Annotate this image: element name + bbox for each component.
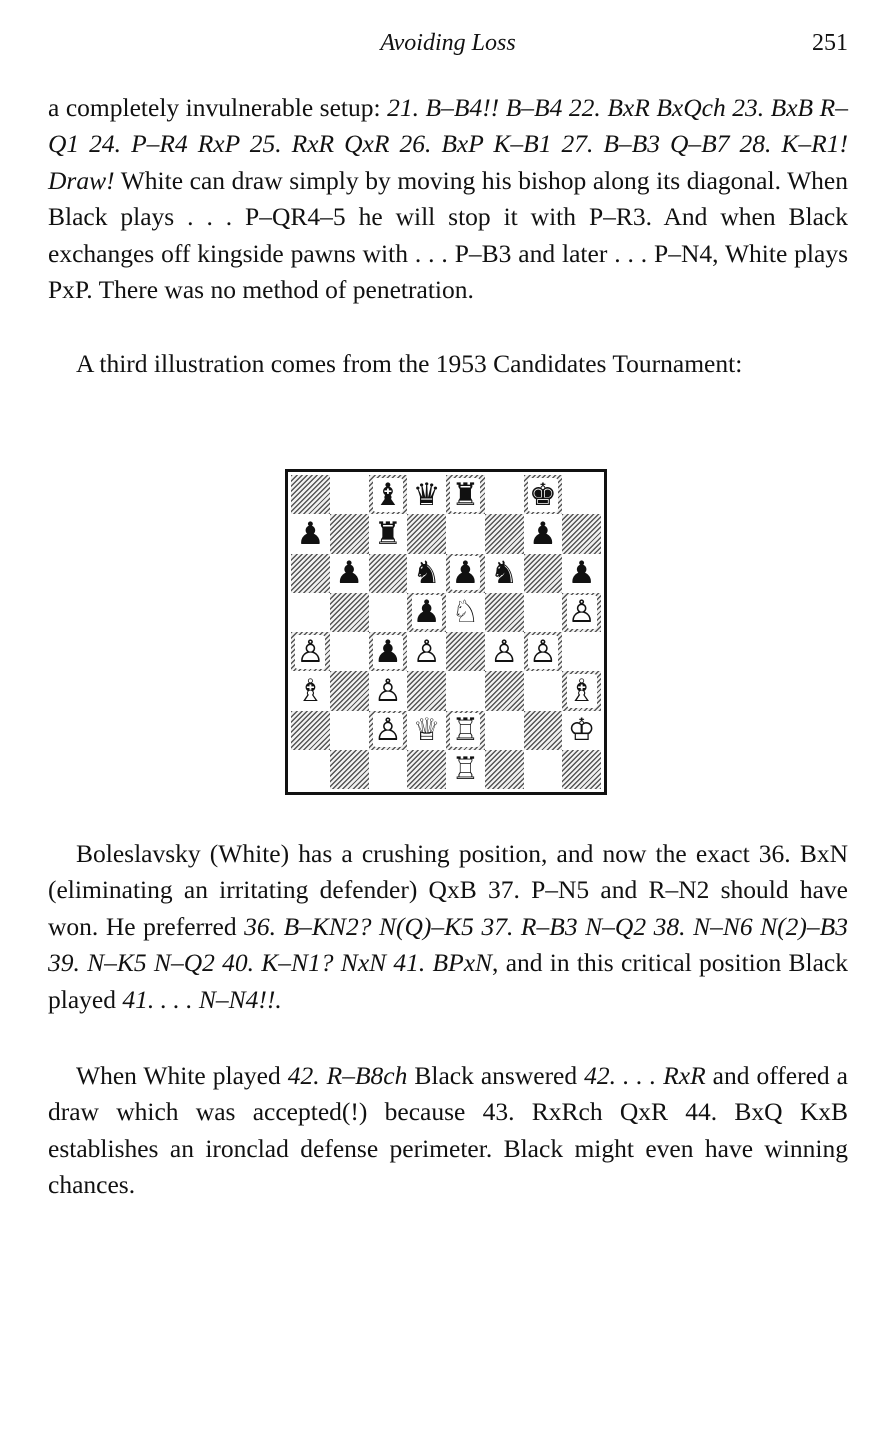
text-segment: When White played <box>76 1061 288 1090</box>
move-notation: 42. . . . RxR <box>584 1061 706 1090</box>
white-king-glyph: ♔ <box>567 712 596 749</box>
square-b3 <box>330 671 369 710</box>
black-knight-glyph: ♞ <box>490 555 519 592</box>
square-b5 <box>330 593 369 632</box>
white-pawn-glyph: ♙ <box>412 633 441 670</box>
square-g3 <box>524 671 563 710</box>
white-bishop-glyph: ♗ <box>296 672 325 709</box>
black-knight <box>407 554 446 593</box>
move-notation: 21. B–B4!! B–B4 22. BxR BxQch 23. BxB R–Q1 24. P–R4 RxP 25. RxR QxR 26. BxP K–B1 27. B–B3 Q–B7 28. K–R1! Draw! <box>48 93 848 195</box>
square-f2 <box>485 711 524 750</box>
white-pawn-glyph: ♙ <box>567 594 596 631</box>
square-h8 <box>562 475 601 514</box>
white-pawn-glyph: ♙ <box>490 633 519 670</box>
square-f3 <box>485 671 524 710</box>
black-rook-glyph: ♜ <box>451 476 480 513</box>
white-knight <box>446 593 485 632</box>
white-pawn <box>369 671 408 710</box>
text-segment: a completely invulnerable setup: <box>48 93 388 122</box>
square-f1 <box>485 750 524 789</box>
white-rook <box>446 750 485 789</box>
black-king <box>524 475 563 514</box>
white-pawn-glyph: ♙ <box>528 633 557 670</box>
square-f5 <box>485 593 524 632</box>
square-c1 <box>369 750 408 789</box>
white-pawn <box>562 593 601 632</box>
white-pawn <box>524 632 563 671</box>
white-pawn-glyph: ♙ <box>373 672 402 709</box>
white-pawn-glyph: ♙ <box>296 633 325 670</box>
black-pawn <box>369 632 408 671</box>
paragraph-2 <box>48 346 848 382</box>
square-g6 <box>524 554 563 593</box>
black-pawn <box>407 593 446 632</box>
white-pawn <box>369 711 408 750</box>
square-b4 <box>330 632 369 671</box>
black-knight-glyph: ♞ <box>412 555 441 592</box>
black-pawn <box>562 554 601 593</box>
paragraph-4 <box>48 1058 848 1204</box>
square-c5 <box>369 593 408 632</box>
running-head: Avoiding Loss <box>380 30 516 56</box>
square-e7 <box>446 514 485 553</box>
square-c6 <box>369 554 408 593</box>
black-queen-glyph: ♛ <box>412 476 441 513</box>
square-a6 <box>291 554 330 593</box>
black-bishop <box>369 475 408 514</box>
white-rook-glyph: ♖ <box>451 751 480 788</box>
black-pawn-glyph: ♟ <box>567 555 596 592</box>
square-g5 <box>524 593 563 632</box>
text-segment: , and in this critical position Black played <box>48 948 848 1014</box>
white-pawn-glyph: ♙ <box>373 712 402 749</box>
chess-diagram <box>285 469 607 795</box>
text-segment: White can draw simply by moving his bishop along its diagonal. When Black plays . . . P–QR4–5 he will stop it with P–R3. And when Black exchanges off kingside pawns with . . . P–B3 and later . . . P–N4, White plays PxP. There was no method of penetration. <box>48 165 848 305</box>
chess-board <box>291 475 601 789</box>
square-h1 <box>562 750 601 789</box>
square-a2 <box>291 711 330 750</box>
page-header <box>48 30 848 66</box>
square-f8 <box>485 475 524 514</box>
text-segment: A third illustration comes from the 1953 Candidates Tournament: <box>76 349 743 378</box>
black-pawn <box>291 514 330 553</box>
page-number: 251 <box>812 30 848 56</box>
white-king <box>562 711 601 750</box>
square-h4 <box>562 632 601 671</box>
white-rook <box>446 711 485 750</box>
square-a1 <box>291 750 330 789</box>
paragraph-1 <box>48 90 848 308</box>
move-notation: 41. . . . N–N4!!. <box>122 984 282 1014</box>
white-pawn <box>407 632 446 671</box>
black-pawn <box>330 554 369 593</box>
black-pawn <box>524 514 563 553</box>
square-b8 <box>330 475 369 514</box>
text-segment: Black answered <box>407 1061 585 1090</box>
black-pawn-glyph: ♟ <box>373 633 402 670</box>
white-queen <box>407 711 446 750</box>
square-b7 <box>330 514 369 553</box>
square-e3 <box>446 671 485 710</box>
square-e4 <box>446 632 485 671</box>
black-rook <box>446 475 485 514</box>
black-pawn-glyph: ♟ <box>451 555 480 592</box>
black-pawn-glyph: ♟ <box>296 515 325 552</box>
black-knight <box>485 554 524 593</box>
black-pawn-glyph: ♟ <box>335 555 364 592</box>
white-pawn <box>291 632 330 671</box>
square-h7 <box>562 514 601 553</box>
black-pawn-glyph: ♟ <box>528 515 557 552</box>
square-f7 <box>485 514 524 553</box>
text-segment: Boleslavsky (White) has a crushing position, and now the exact 36. BxN (eliminating an irritating defender) QxB 37. P–N5 and R–N2 should have won. He preferred <box>48 839 848 941</box>
white-rook-glyph: ♖ <box>451 712 480 749</box>
square-a8 <box>291 475 330 514</box>
square-d3 <box>407 671 446 710</box>
white-bishop <box>562 671 601 710</box>
square-g2 <box>524 711 563 750</box>
black-king-glyph: ♚ <box>528 476 557 513</box>
white-queen-glyph: ♕ <box>412 712 441 749</box>
white-pawn <box>485 632 524 671</box>
white-bishop <box>291 671 330 710</box>
black-rook-glyph: ♜ <box>373 515 402 552</box>
black-queen <box>407 475 446 514</box>
square-b2 <box>330 711 369 750</box>
square-a5 <box>291 593 330 632</box>
square-b1 <box>330 750 369 789</box>
black-bishop-glyph: ♝ <box>373 476 402 513</box>
white-knight-glyph: ♘ <box>451 594 480 631</box>
white-bishop-glyph: ♗ <box>567 672 596 709</box>
square-g1 <box>524 750 563 789</box>
text-segment: and offered a draw which was accepted(!) because 43. RxRch QxR 44. BxQ KxB establishes an ironclad defense perimeter. Black might even have winning chances. <box>48 1061 848 1200</box>
square-d1 <box>407 750 446 789</box>
move-notation: 36. B–KN2? N(Q)–K5 37. R–B3 N–Q2 38. N–N6 N(2)–B3 39. N–K5 N–Q2 40. K–N1? NxN 41. BPxN <box>48 911 848 978</box>
square-d7 <box>407 514 446 553</box>
black-pawn-glyph: ♟ <box>412 594 441 631</box>
paragraph-3 <box>48 836 848 1018</box>
move-notation: 42. R–B8ch <box>287 1061 408 1090</box>
black-rook <box>369 514 408 553</box>
black-pawn <box>446 554 485 593</box>
